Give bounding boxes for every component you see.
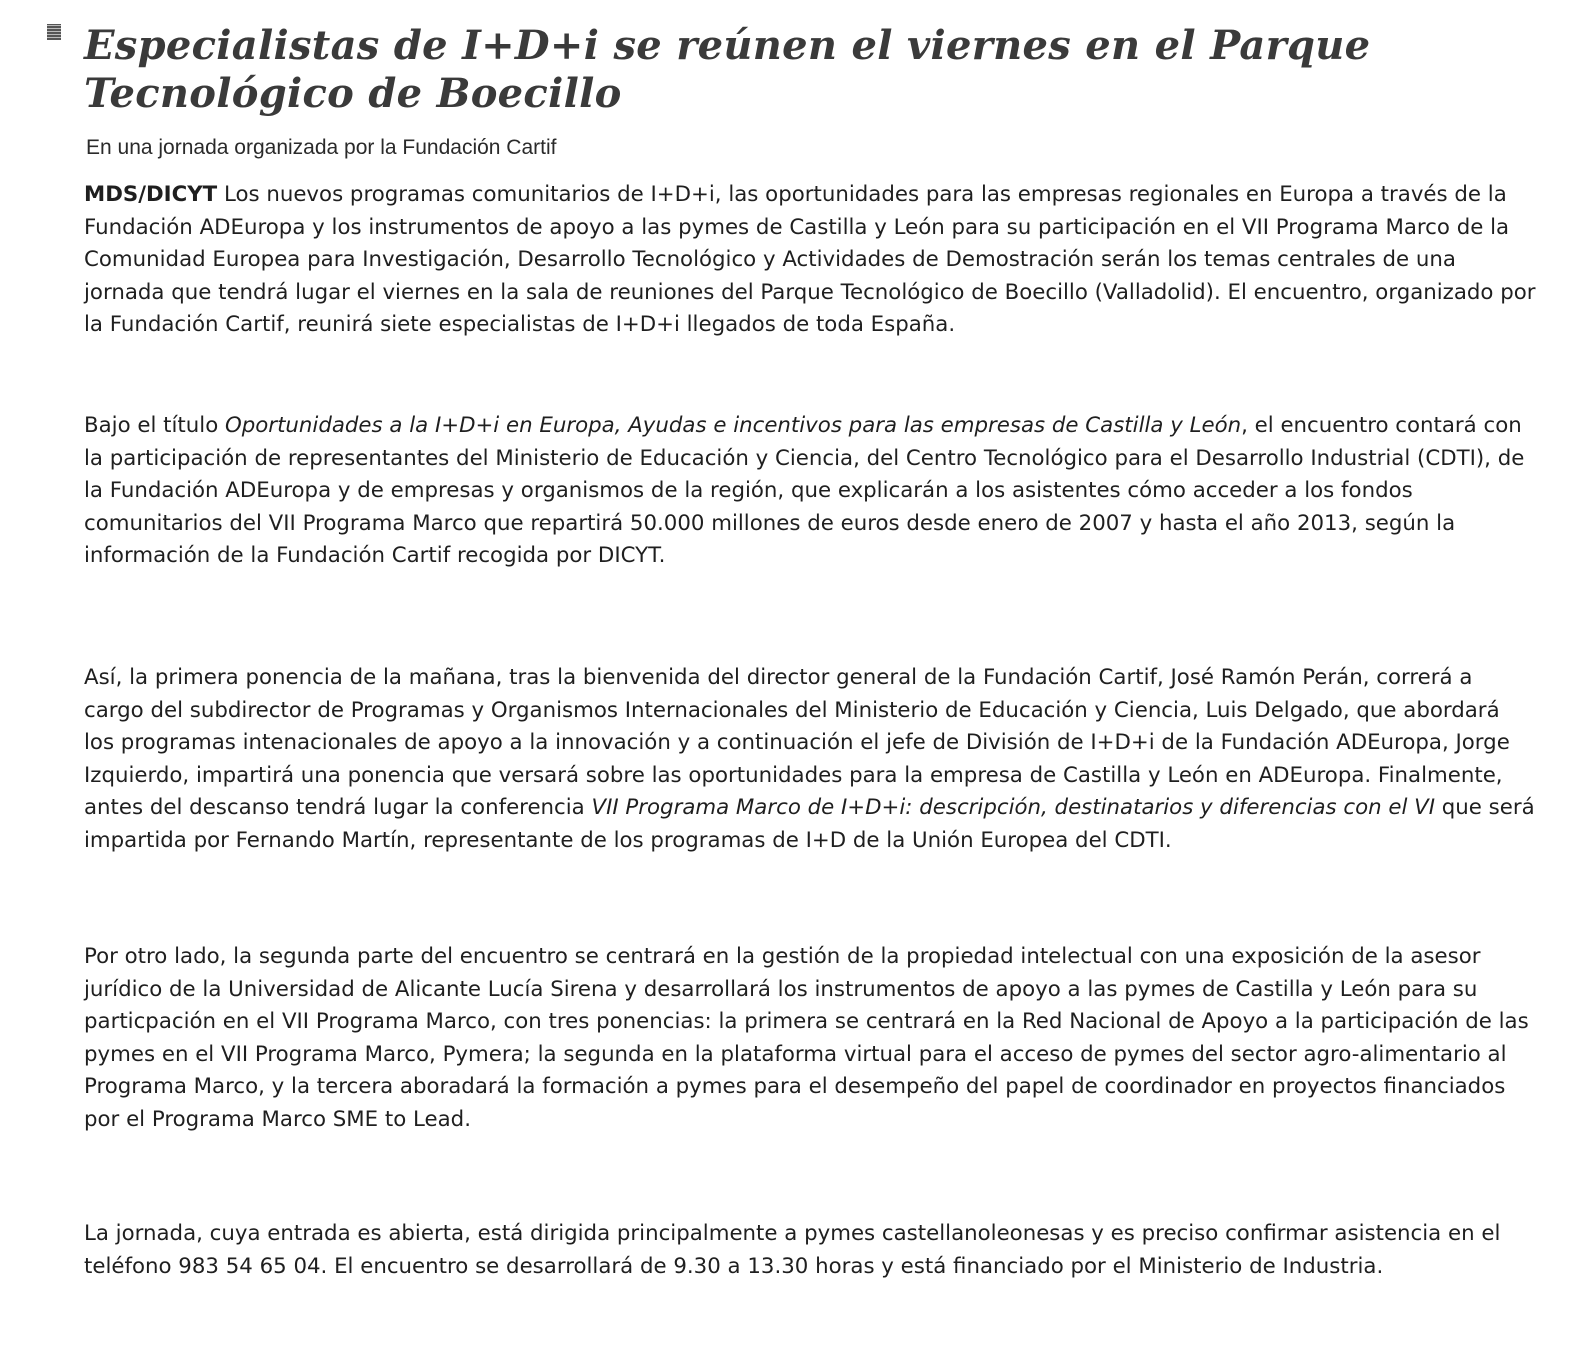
bullet-square-icon [47,24,61,40]
article-source: MDS/DICYT [84,182,218,207]
paragraph-1 [84,179,1536,342]
paragraph-4: Por otro lado, la segunda parte del encuentro se centrará en la gestión de la propiedad intelectual con una exposición de la asesor jurídico de la Universidad de Alicante Lucía Sirena y desarrollará los instrumentos de apoyo a las pymes de Castilla y León para su particpación en el VII Programa Marco, con tres ponencias: la primera se centrará en la Red Nacional de Apoyo a la participación de las pymes en el VII Programa Marco, Pymera; la segunda en la plataforma virtual para el acceso de pymes del sector agro-alimentario al Programa Marco, y la tercera aboradará la formación a pymes para el desempeño del papel de coordinador en proyectos financiados por el Programa Marco SME to Lead. [84,944,1529,1132]
paragraph-5: La jornada, cuya entrada es abierta, está dirigida principalmente a pymes castellanoleonesas y es preciso confirmar asistencia en el teléfono 983 54 65 04. El encuentro se desarrollará de 9.30 a 13.30 horas y está financiado por el Ministerio de Industria. [84,1221,1501,1279]
article-subheadline: En una jornada organizada por la Fundación Cartif [86,136,557,159]
event-title: Oportunidades a la I+D+i en Europa, Ayudas e incentivos para las empresas de Castilla y León [225,413,1242,438]
article-headline: Especialistas de I+D+i se reúnen el viernes en el Parque Tecnológico de Boecillo [84,22,1371,117]
paragraph-1-text: Los nuevos programas comunitarios de I+D+i, las oportunidades para las empresas regionales en Europa a través de la Fundación ADEuropa y los instrumentos de apoyo a las pymes de Castilla y León para su participación en el VII Programa Marco de la Comunidad Europea para Investigación, Desarrollo Tecnológico y Actividades de Demostración serán los temas centrales de una jornada que tendrá lugar el viernes en la sala de reuniones del Parque Tecnológico de Boecillo (Valladolid). El encuentro, organizado por la Fundación Cartif, reunirá siete especialistas de I+D+i llegados de toda España. [84,182,1536,338]
paragraph-3-text-after: que será impartida por Fernando Martín, representante de los programas de I+D de la Unión Europea del CDTI. [84,795,1535,853]
paragraph-3-text-before: Así, la primera ponencia de la mañana, tras la bienvenida del director general de la Fundación Cartif, José Ramón Perán, correrá a cargo del subdirector de Programas y Organismos Internacionales del Ministerio de Educación y Ciencia, Luis Delgado, que abordará los programas intenacionales de apoyo a la innovación y a continuación el jefe de División de I+D+i de la Fundación ADEuropa, Jorge Izquierdo, impartirá una ponencia que versará sobre las oportunidades para la empresa de Castilla y León en ADEuropa. Finalmente, antes del descanso tendrá lugar la conferencia [84,665,1510,821]
paragraph-2-text-after: , el encuentro contará con la participación de representantes del Ministerio de Educación y Ciencia, del Centro Tecnológico para el Desarrollo Industrial (CDTI), de la Fundación ADEuropa y de empresas y organismos de la región, que explicarán a los asistentes cómo acceder a los fondos comunitarios del VII Programa Marco que repartirá 50.000 millones de euros desde enero de 2007 y hasta el año 2013, según la información de la Fundación Cartif recogida por DICYT. [84,413,1525,569]
paragraph-3 [84,662,1536,858]
conference-title: VII Programa Marco de I+D+i: descripción, destinatarios y diferencias con el VI [591,795,1436,821]
paragraph-2-text-before: Bajo el título [84,413,225,438]
paragraph-2 [84,410,1536,573]
